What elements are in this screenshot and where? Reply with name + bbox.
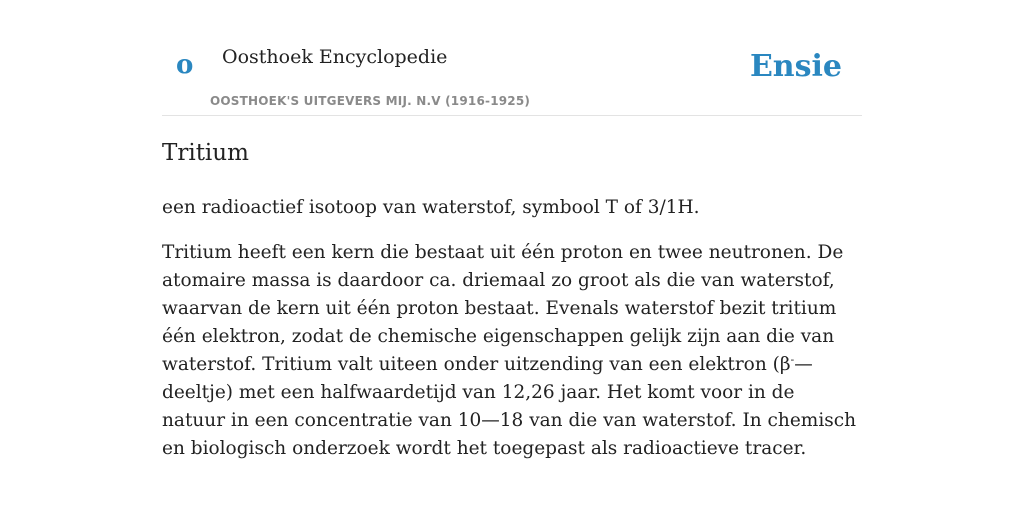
beta-superscript: - [790,352,795,366]
brand-logo[interactable]: Ensie [749,49,842,84]
article-body-part-1: Tritium heeft een kern die bestaat uit één proton en twee neutronen. De atomaire massa is daardoor ca. driemaal zo groot als die van waterstof, waarvan de kern uit één proton bestaat. Evenals waterstof bezit tritium één elektron, zodat de chemische eigenschappen gelijk zijn aan die van waterstof. Tritium valt uiteen onder uitzending van een elektron (β [162,242,844,375]
article-body-part-2: —deeltje) met een halfwaardetijd van 12,26 jaar. Het komt voor in de natuur in een concentratie van 10—18 van die van waterstof. In chemisch en biologisch onderzoek wordt het toegepast als radioactieve tracer. [162,354,857,459]
site-title[interactable]: Oosthoek Encyclopedie [222,46,448,68]
site-logo[interactable]: o [176,50,194,80]
site-header [162,0,862,116]
article-title: Tritium [162,140,249,166]
page [162,0,862,459]
publisher-label: OOSTHOEK'S UITGEVERS MIJ. N.V (1916-1925) [210,94,531,108]
article-body [162,239,862,463]
article-lead: een radioactief isotoop van waterstof, symbool T of 3/1H. [162,197,700,218]
